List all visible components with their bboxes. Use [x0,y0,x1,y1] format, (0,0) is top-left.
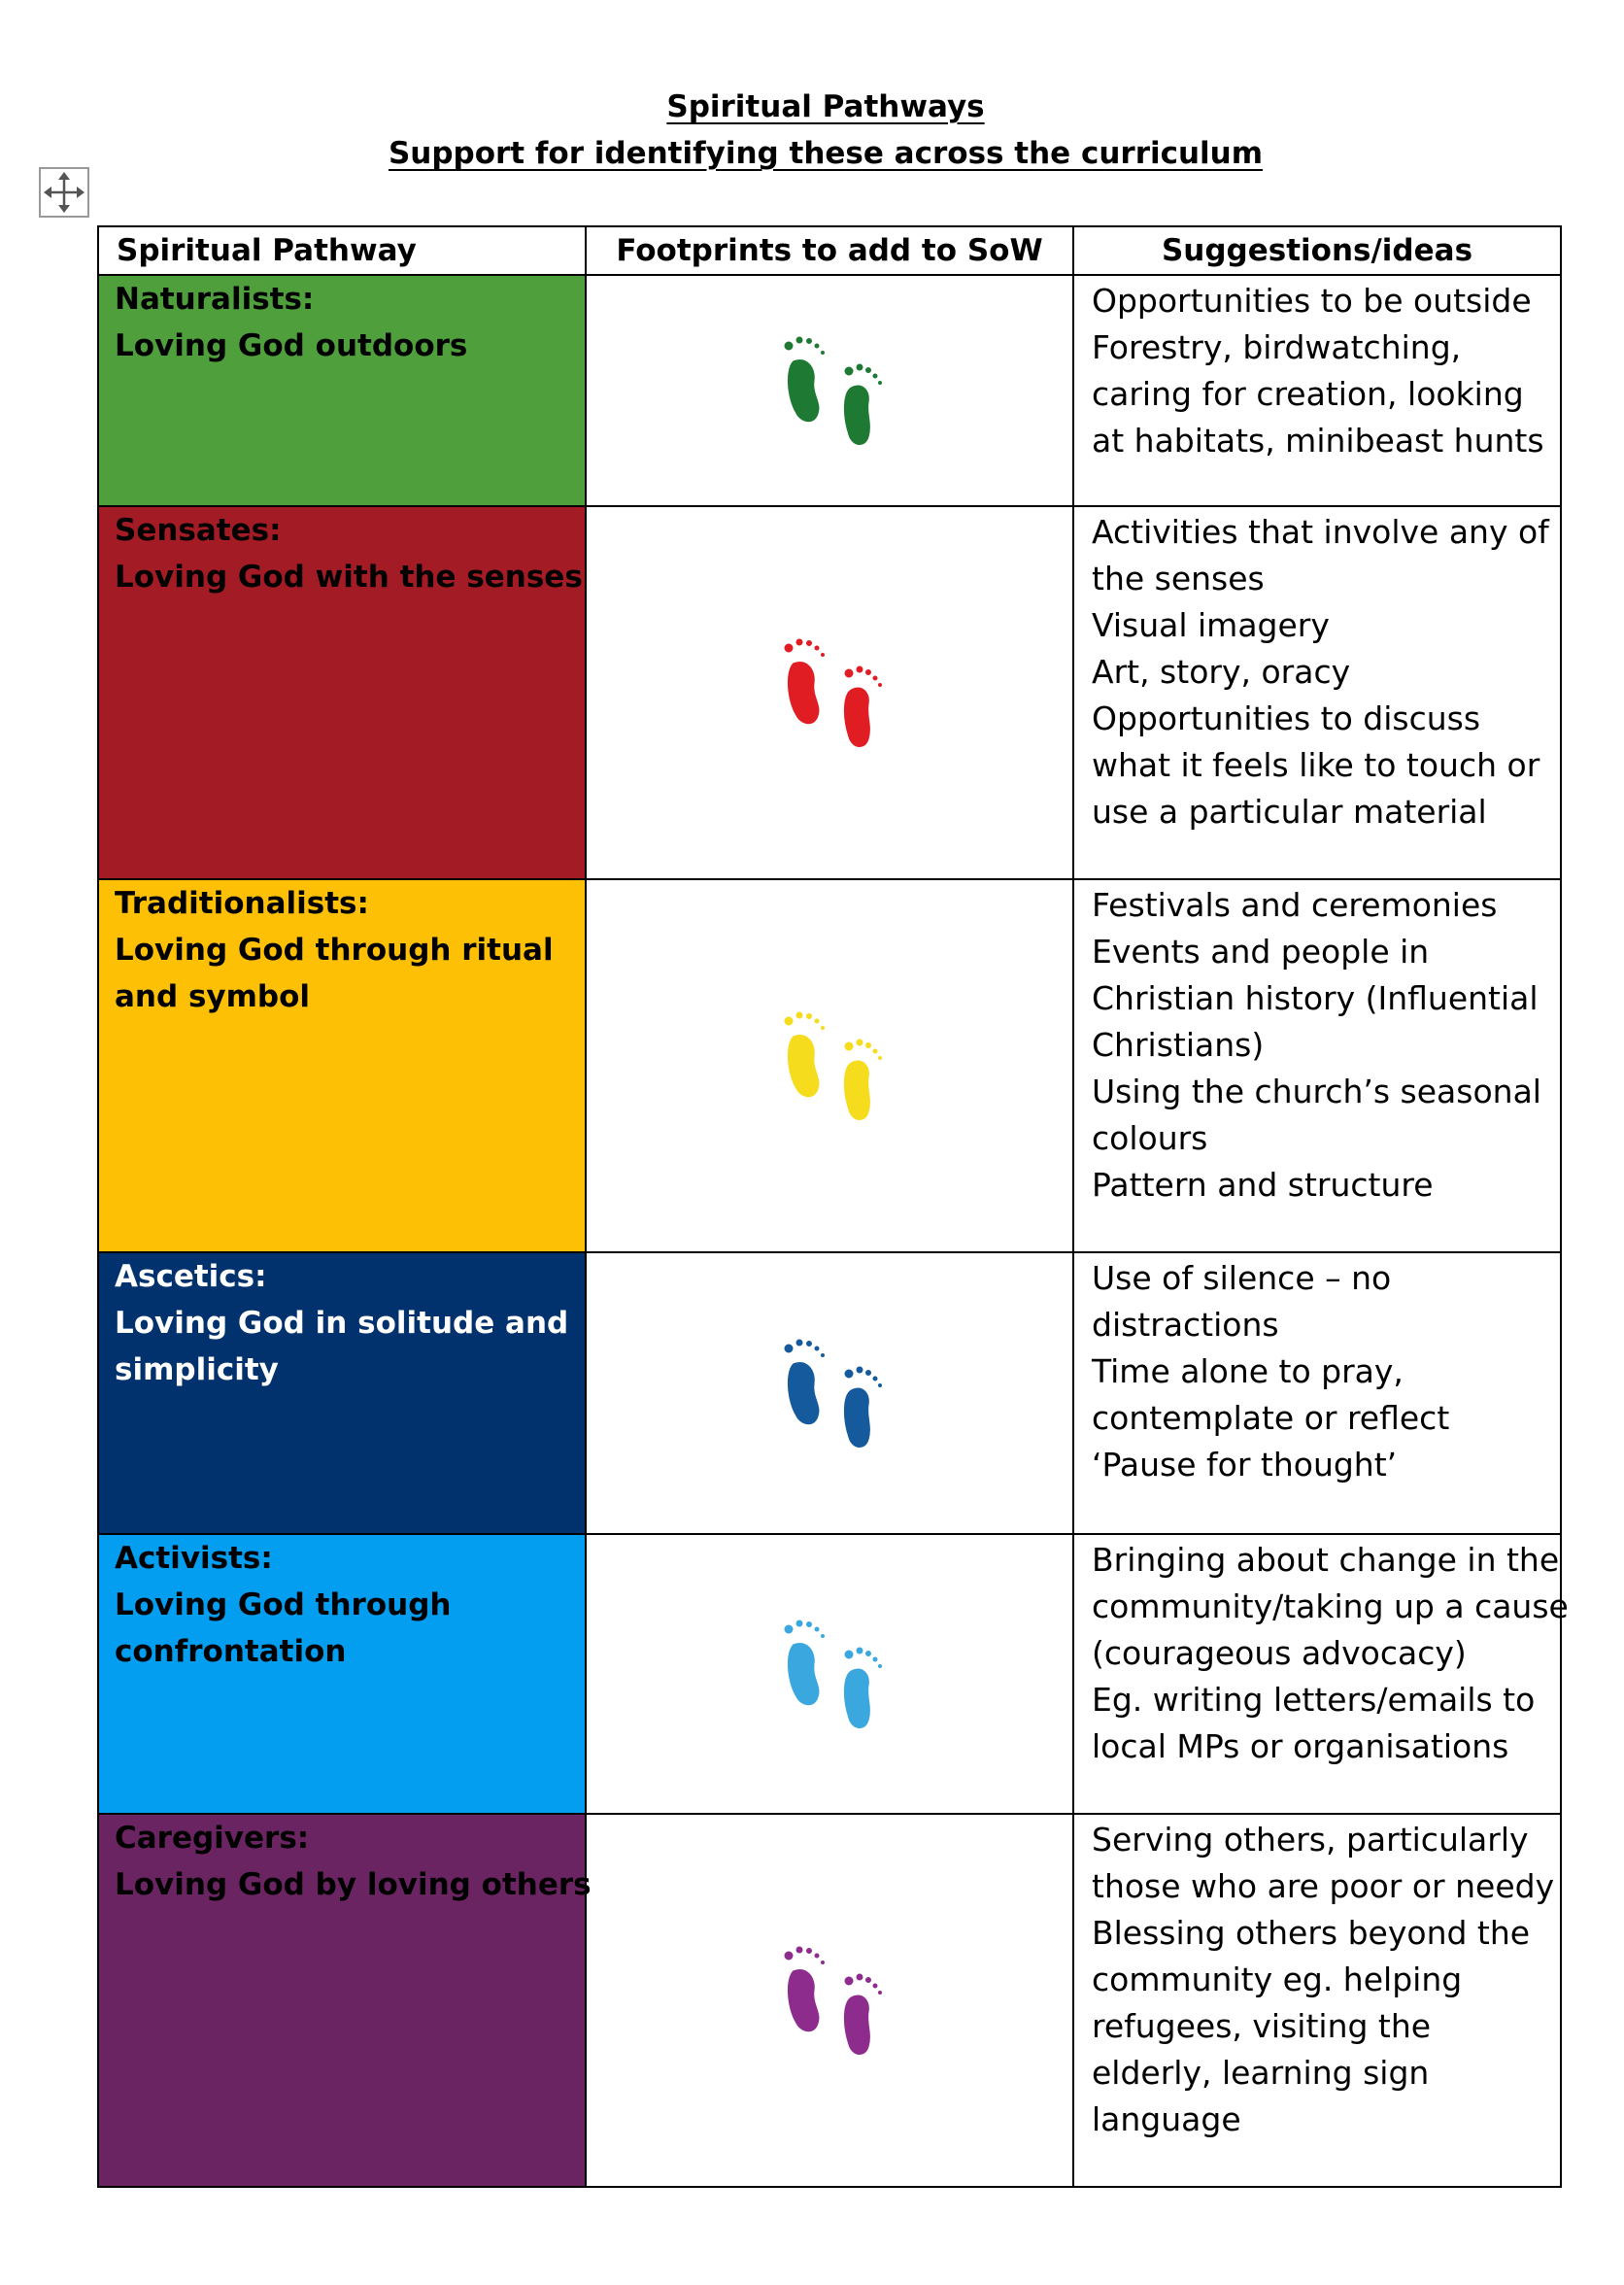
suggestion-line: Eg. writing letters/emails to [1092,1681,1536,1719]
header-suggestions: Suggestions/ideas [1073,226,1561,275]
page-title: Spiritual Pathways [666,89,985,124]
footprints-icon [771,623,888,759]
suggestion-line: Opportunities to be outside [1092,282,1532,320]
suggestion-line: Festivals and ceremonies [1092,886,1498,924]
suggestion-line: the senses [1092,560,1265,597]
pathway-description: Loving God by loving others [115,1867,592,1902]
header-footprints: Footprints to add to SoW [586,226,1073,275]
suggestion-line: (courageous advocacy) [1092,1634,1467,1672]
suggestion-line: distractions [1092,1306,1279,1344]
pathway-cell [98,275,586,506]
suggestions-cell [1073,879,1561,1252]
pathway-description: Loving God through ritual [115,933,554,968]
pathway-name: Sensates: [115,513,282,548]
pathway-cell [98,879,586,1252]
pathways-table [97,225,1569,2188]
footprints-icon [771,321,888,457]
suggestion-line: Opportunities to discuss [1092,699,1481,737]
footprints-cell [586,1814,1073,2187]
footprints-cell [586,879,1073,1252]
suggestion-line: Christian history (Influential [1092,979,1539,1017]
suggestion-line: Use of silence – no [1092,1259,1392,1297]
pathway-description: confrontation [115,1634,347,1669]
suggestion-line: colours [1092,1119,1208,1157]
suggestion-line: Time alone to pray, [1092,1352,1404,1390]
pathway-name: Naturalists: [115,282,315,317]
pathway-description: Loving God in solitude and [115,1306,569,1341]
table-row [98,506,1561,879]
suggestion-line: ‘Pause for thought’ [1092,1446,1398,1484]
suggestion-line: language [1092,2100,1241,2138]
pathway-cell [98,1252,586,1534]
suggestion-line: local MPs or organisations [1092,1727,1509,1765]
suggestion-line: Blessing others beyond the [1092,1914,1531,1952]
table-row [98,1534,1561,1814]
suggestion-line: Pattern and structure [1092,1166,1434,1204]
pathway-description: Loving God through [115,1587,452,1622]
pathway-name: Caregivers: [115,1821,310,1856]
suggestion-line: Events and people in [1092,933,1430,971]
suggestions-cell [1073,1814,1561,2187]
pathway-cell [98,1534,586,1814]
suggestion-line: Using the church’s seasonal [1092,1073,1541,1110]
pathway-name: Traditionalists: [115,886,369,921]
suggestion-line: at habitats, minibeast hunts [1092,422,1544,460]
suggestion-line: community eg. helping [1092,1961,1463,1998]
suggestions-cell [1073,1252,1561,1534]
suggestion-line: Bringing about change in the [1092,1541,1560,1579]
footprints-cell [586,506,1073,879]
footprints-cell [586,275,1073,506]
suggestion-line: community/taking up a cause [1092,1587,1569,1625]
table-header-row [98,226,1561,275]
suggestions-cell [1073,1534,1569,1814]
table-move-handle[interactable] [39,167,89,218]
suggestion-line: what it feels like to touch or [1092,746,1540,784]
suggestions-cell [1073,275,1561,506]
suggestion-line: Activities that involve any of [1092,513,1549,551]
move-arrows-icon [41,169,87,216]
suggestion-line: use a particular material [1092,793,1487,831]
suggestion-line: Visual imagery [1092,606,1330,644]
footprints-cell [586,1252,1073,1534]
suggestion-line: Forestry, birdwatching, [1092,328,1462,366]
pathway-description: Loving God outdoors [115,328,468,363]
footprints-icon [771,996,888,1132]
pathway-description: Loving God with the senses [115,560,583,595]
suggestion-line: Christians) [1092,1026,1265,1064]
header-spiritual-pathway: Spiritual Pathway [98,226,586,275]
suggestion-line: elderly, learning sign [1092,2054,1430,2092]
suggestion-line: contemplate or reflect [1092,1399,1450,1437]
pathway-cell [98,506,586,879]
table-row [98,879,1561,1252]
suggestion-line: those who are poor or needy [1092,1867,1555,1905]
footprints-icon [771,1930,888,2066]
pathway-description: and symbol [115,979,311,1014]
pathway-name: Ascetics: [115,1259,267,1294]
suggestion-line: Art, story, oracy [1092,653,1351,691]
table-row [98,1814,1561,2187]
pathway-cell [98,1814,592,2187]
pathway-description: simplicity [115,1352,279,1387]
suggestion-line: Serving others, particularly [1092,1821,1529,1859]
table-row [98,275,1561,506]
footprints-cell [586,1534,1073,1814]
footprints-icon [771,1604,888,1740]
pathway-name: Activists: [115,1541,273,1576]
suggestions-cell [1073,506,1561,879]
table-row [98,1252,1561,1534]
footprints-icon [771,1323,888,1459]
suggestion-line: caring for creation, looking [1092,375,1524,413]
page-subtitle: Support for identifying these across the curriculum [388,136,1264,171]
suggestion-line: refugees, visiting the [1092,2007,1432,2045]
